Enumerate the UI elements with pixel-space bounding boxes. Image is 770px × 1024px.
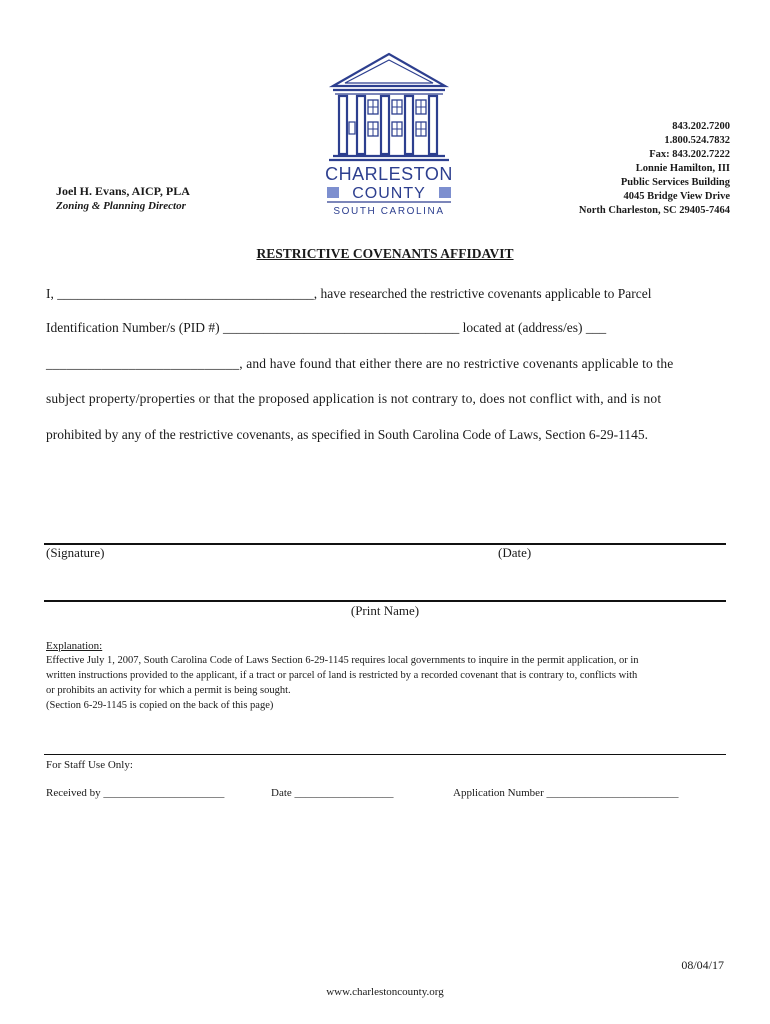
explanation-line-2: written instructions provided to the applicant, if a tract or parcel of land is restricted by a recorded covenant that is contrary to, conflicts with: [46, 670, 638, 681]
received-by-field[interactable]: Received by ______________________: [46, 787, 225, 799]
contact-building: Public Services Building: [620, 177, 730, 188]
contact-city: North Charleston, SC 29405-7464: [578, 205, 730, 216]
print-name-line[interactable]: [44, 600, 726, 602]
staff-use-heading: For Staff Use Only:: [46, 759, 133, 771]
courthouse-logo-icon: [325, 52, 453, 216]
staff-divider: [44, 754, 726, 755]
contact-toll-free: 1.800.524.7832: [664, 135, 730, 146]
explanation-line-3: or prohibits an activity for which a permit is being sought.: [46, 685, 291, 696]
print-name-label: (Print Name): [350, 603, 420, 618]
contact-phone: 843.202.7200: [672, 121, 730, 132]
affidavit-line-5: prohibited by any of the restrictive covenants, as specified in South Carolina Code of Laws, Section 6-29-1145.: [46, 427, 648, 442]
contact-street: 4045 Bridge View Drive: [623, 191, 730, 202]
logo-text-line1: CHARLESTON: [325, 164, 453, 184]
affidavit-line-1: I, ______________________________________, have researched the restrictive covenants applicable to Parcel: [46, 286, 652, 301]
contact-building-name: Lonnie Hamilton, III: [635, 163, 730, 174]
explanation-heading: Explanation:: [46, 640, 103, 652]
logo-text-line2: COUNTY: [352, 185, 426, 202]
affidavit-line-4: subject property/properties or that the proposed application is not contrary to, does not conflict with, and is not: [46, 391, 662, 406]
contact-block: [579, 120, 730, 218]
explanation-line-4: (Section 6-29-1145 is copied on the back of this page): [46, 700, 274, 711]
application-number-field[interactable]: Application Number ________________________: [453, 787, 679, 799]
signature-label: (Signature): [46, 545, 105, 560]
date-label: (Date): [498, 545, 532, 560]
affidavit-line-3: ____________________________, and have found that either there are no restrictive covenants applicable to the: [46, 356, 674, 371]
website-link[interactable]: www.charlestoncounty.org: [326, 986, 444, 998]
staff-date-field[interactable]: Date __________________: [271, 787, 394, 799]
logo-text-line3: SOUTH CAROLINA: [333, 206, 445, 216]
form-revision-date: 08/04/17: [681, 958, 724, 972]
contact-fax: Fax: 843.202.7222: [649, 149, 730, 160]
director-title: Zoning & Planning Director: [56, 200, 186, 212]
signature-line[interactable]: [44, 543, 726, 545]
director-name: Joel H. Evans, AICP, PLA: [56, 184, 190, 198]
explanation-line-1: Effective July 1, 2007, South Carolina Code of Laws Section 6-29-1145 requires local governments to inquire in the permit application, or in: [46, 655, 639, 666]
charleston-county-logo: [325, 52, 453, 216]
affidavit-line-2: Identification Number/s (PID #) ___________________________________ located at (address/es) ___: [46, 320, 607, 335]
page-title: RESTRICTIVE COVENANTS AFFIDAVIT: [256, 246, 514, 261]
